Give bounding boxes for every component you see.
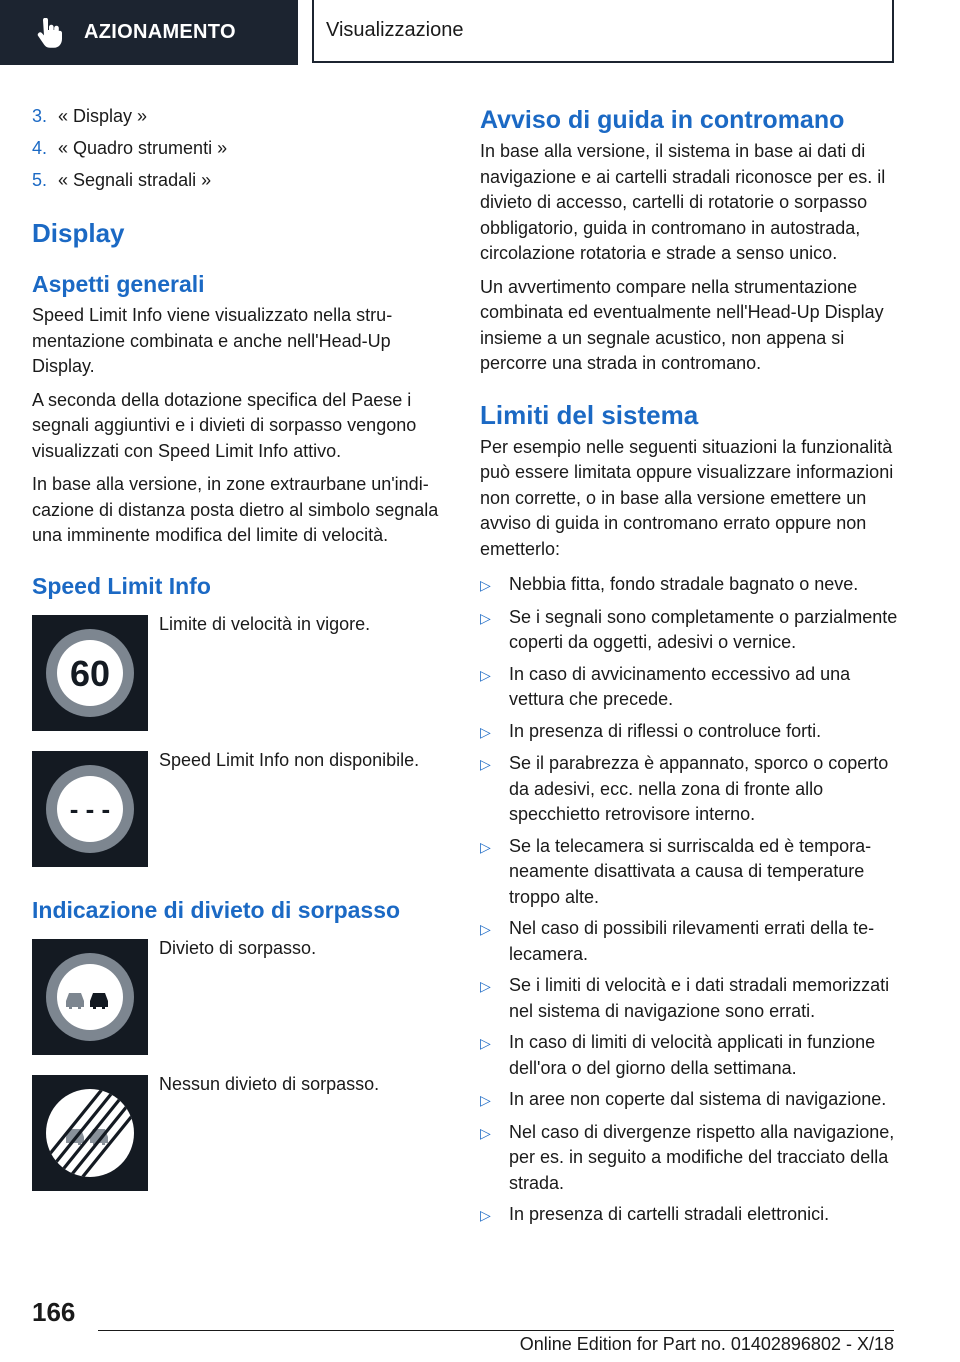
sign-row xyxy=(32,615,442,731)
sign-row xyxy=(32,939,442,1055)
section-title: AZIONAMENTO xyxy=(84,21,236,43)
list-item: ▷ Nebbia fitta, fondo stradale bagnato o neve. xyxy=(480,572,898,599)
triangle-bullet-icon: ▷ xyxy=(480,577,491,593)
menu-steps xyxy=(32,100,442,196)
hand-pointer-icon xyxy=(36,18,62,48)
sign-label: 60 xyxy=(69,652,111,694)
list-item: ▷ Se la telecamera si surriscalda ed è temporaneamente disattivata a causa di temperature troppo alte. xyxy=(480,834,898,911)
sign-caption: Nessun divieto di sorpasso. xyxy=(159,1073,380,1094)
list-item: ▷ In presenza di riflessi o controluce forti. xyxy=(480,719,898,746)
left-column xyxy=(32,100,442,1191)
subsection-title: Visualizzazione xyxy=(326,19,464,41)
wrong-way-heading: Avviso di guida in contromano xyxy=(480,106,845,134)
list-item: ▷ In aree non coperte dal sistema di navigazione. xyxy=(480,1087,898,1114)
list-item: ▷ Nel caso di possibili rilevamenti errati della telecamera. xyxy=(480,916,898,967)
paragraph: A seconda della dotazione specifica del Paese i segnali aggiuntivi e i divieti di sorpasso vengono visualizzati con Speed Limit Info attivo. xyxy=(32,389,417,461)
paragraph: Un avvertimento compare nella strumentazione combinata ed eventualmente nell'Head-Up Display insieme a un segnale acustico, non appena si percorre una strada in contromano. xyxy=(480,276,884,373)
triangle-bullet-icon: ▷ xyxy=(480,838,491,855)
paragraph: In base alla versione, in zone extraurbane un'indicazione di distanza posta dietro al simbolo segnala una imminente modifica del limite di velocità. xyxy=(32,474,439,545)
overtake-heading: Indicazione di divieto di sorpasso xyxy=(32,896,401,923)
list-item: ▷ Se i limiti di velocità e i dati stradali memorizzati nel sistema di navigazione sono errati. xyxy=(480,973,898,1024)
triangle-bullet-icon: ▷ xyxy=(480,756,491,772)
triangle-bullet-icon: ▷ xyxy=(480,1124,491,1141)
display-heading: Display xyxy=(32,218,125,248)
page-number: 166 xyxy=(32,1297,76,1327)
general-heading: Aspetti generali xyxy=(32,271,205,297)
sign-row xyxy=(32,751,442,867)
triangle-bullet-icon: ▷ xyxy=(480,723,491,740)
no-overtaking-icon xyxy=(32,939,148,1055)
list-item: ▷ In caso di avvicinamento eccessivo ad una vettura che precede. xyxy=(480,662,898,713)
list-item: 3. « Display » xyxy=(32,106,148,126)
list-item: 5. « Segnali stradali » xyxy=(32,170,212,190)
paragraph: Speed Limit Info viene visualizzato nella strumentazione combinata e anche nell'Head-Up Display. xyxy=(32,305,393,376)
list-item: 4. « Quadro strumenti » xyxy=(32,138,228,158)
list-item: ▷ Se il parabrezza è appannato, sporco o coperto da adesivi, ecc. nella zona di fronte allo specchietto retrovisore interno. xyxy=(480,751,898,828)
footer-divider xyxy=(98,1330,894,1331)
triangle-bullet-icon: ▷ xyxy=(480,1035,491,1051)
right-column xyxy=(480,100,898,1235)
triangle-bullet-icon: ▷ xyxy=(480,921,491,937)
speed-limit-60-icon xyxy=(32,615,148,731)
list-item: ▷ In presenza di cartelli stradali elettronici. xyxy=(480,1202,898,1229)
paragraph: In base alla versione, il sistema in base ai dati di navigazione e ai cartelli stradali riconosce per es. il divieto di accesso, cartelli di rotatorie o sorpasso obbligatorio, guida in contromano in autostrada, circolazione rotatoria e strade a senso unico. xyxy=(480,141,886,263)
sign-caption: Limite di velocità in vigore. xyxy=(159,613,371,634)
triangle-bullet-icon: ▷ xyxy=(480,1207,491,1223)
list-item: ▷ Se i segnali sono completamente o parzialmente coperti da oggetti, adesivi o vernice. xyxy=(480,605,898,656)
triangle-bullet-icon: ▷ xyxy=(480,666,491,683)
end-no-overtaking-icon xyxy=(32,1075,148,1191)
speed-limit-unavailable-icon xyxy=(32,751,148,867)
speed-limit-heading: Speed Limit Info xyxy=(32,572,211,599)
section-tab xyxy=(0,0,298,65)
limits-list xyxy=(480,572,898,1229)
limits-heading: Limiti del sistema xyxy=(480,399,699,430)
list-item: ▷ In caso di limiti di velocità applicati in funzione dell'ora o del giorno della settimana. xyxy=(480,1030,898,1081)
sign-label: - - - xyxy=(69,793,111,824)
triangle-bullet-icon: ▷ xyxy=(480,1092,491,1108)
sign-caption: Speed Limit Info non disponibile. xyxy=(159,749,420,770)
subsection-tab xyxy=(312,0,894,63)
sign-row xyxy=(32,1075,442,1191)
list-item: ▷ Nel caso di divergenze rispetto alla navigazione, per es. in seguito a modifiche del tracciato della strada. xyxy=(480,1120,898,1197)
triangle-bullet-icon: ▷ xyxy=(480,609,491,626)
edition-note: Online Edition for Part no. 01402896802 - X/18 xyxy=(519,1334,894,1354)
triangle-bullet-icon: ▷ xyxy=(480,978,491,994)
sign-caption: Divieto di sorpasso. xyxy=(159,937,317,958)
paragraph: Per esempio nelle seguenti situazioni la funzionalità può essere limitata oppure visualizzare informazioni non corrette, o in base alla versione emettere un avviso di guida in contromano errato oppure non emetterlo: xyxy=(480,436,894,559)
